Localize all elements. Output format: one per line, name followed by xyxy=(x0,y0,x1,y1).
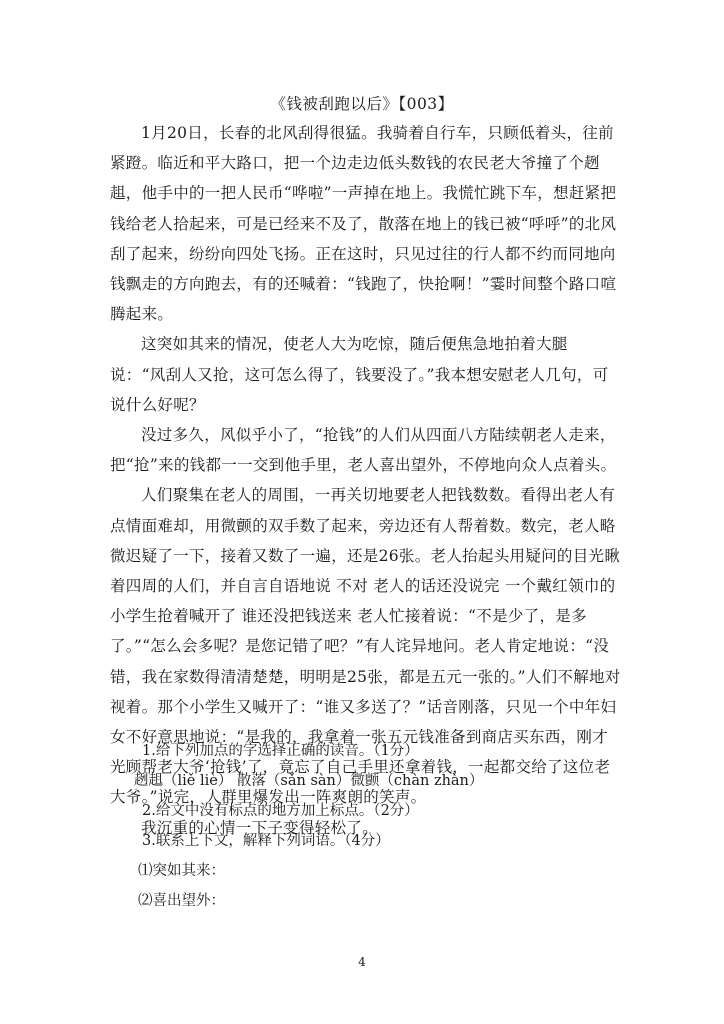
question-3-item-b: ⑵喜出望外： xyxy=(138,893,225,909)
question-3-item-a: ⑴突如其来： xyxy=(138,863,225,879)
paragraph-1: 1月20日，长春的北风刮得很猛。我骑着自行车，只顾低着头，往前紧蹬。临近和平大路口，把一个边走边低头数钱的农民老大爷撞了个趔趄，他手中的一把人民币“哗啦”一声掉在地上。我慌忙跳下车，想赶紧把钱给老人拾起来，可是已经来不及了，散落在地上的钱已被“呼呼”的北风刮了起来，纷纷向四处飞扬。正在这时，只见过往的行人都不约而同地向钱飘走的方向跑去，有的还喊着：“钱跑了，快抢啊！”霎时间整个路口喧腾起来。 xyxy=(110,124,617,324)
paragraph-4: 人们聚集在老人的周围，一再关切地要老人把钱数数。看得出老人有点情面难却，用微颤的双手数了起来，旁边还有人帮着数。数完，老人略微迟疑了一下，接着又数了一遍，还是26张。老人抬起头用疑问的目光瞅着四周的人们，并自言自语地说 不对 老人的话还没说完 一个戴红领巾的小学生抢着喊开了 谁还没把钱送来 老人忙接着说：“不是少了，是多了。”“怎么会多呢？是您记错了吧？”有人诧异地问。老人肯定地说：“没错，我在家数得清清楚楚，明明是25张，都是五元一张的。”人们不解地对视着。那个小学生又喊开了：“谁又多送了？”话音刚落，只见一个中年妇女不好意思地说：“是我的，我拿着一张五元钱准备到商店买东西，刚才光顾帮老大爷‘抢钱’了，竟忘了自己手里还拿着钱，一起都交给了这位老大爷。”说完，人群里爆发出一阵爽朗的笑声。 xyxy=(110,486,621,807)
question-1-options: 趔趄（liě liè） 散落（sǎn sàn）微颤（chàn zhàn） xyxy=(134,773,484,789)
paragraph-5: 我沉重的心情一下子变得轻松了。 xyxy=(141,818,379,837)
question-1: 1.给下列加点的字选择正确的读音。（1分） xyxy=(142,743,419,759)
question-3: 3.联系上下文，解释下列词语。（4分） xyxy=(142,833,390,849)
question-2: 2.给文中没有标点的地方加上标点。（2分） xyxy=(142,803,419,819)
questions-section xyxy=(134,736,608,916)
paragraph-2: 这突如其来的情况，使老人大为吃惊，随后便焦急地拍着大腿说：“风刮人又抢，这可怎么得了，钱要没了。”我本想安慰老人几句，可说什么好呢？ xyxy=(110,335,609,414)
article-title: 《钱被刮跑以后》【003】 xyxy=(270,95,454,113)
article-body xyxy=(110,118,622,843)
page-number: 4 xyxy=(358,955,366,969)
paragraph-3: 没过多久，风似乎小了，“抢钱”的人们从四面八方陆续朝老人走来，把“抢”来的钱都一一交到他手里，老人喜出望外，不停地向众人点着头。 xyxy=(110,426,617,475)
